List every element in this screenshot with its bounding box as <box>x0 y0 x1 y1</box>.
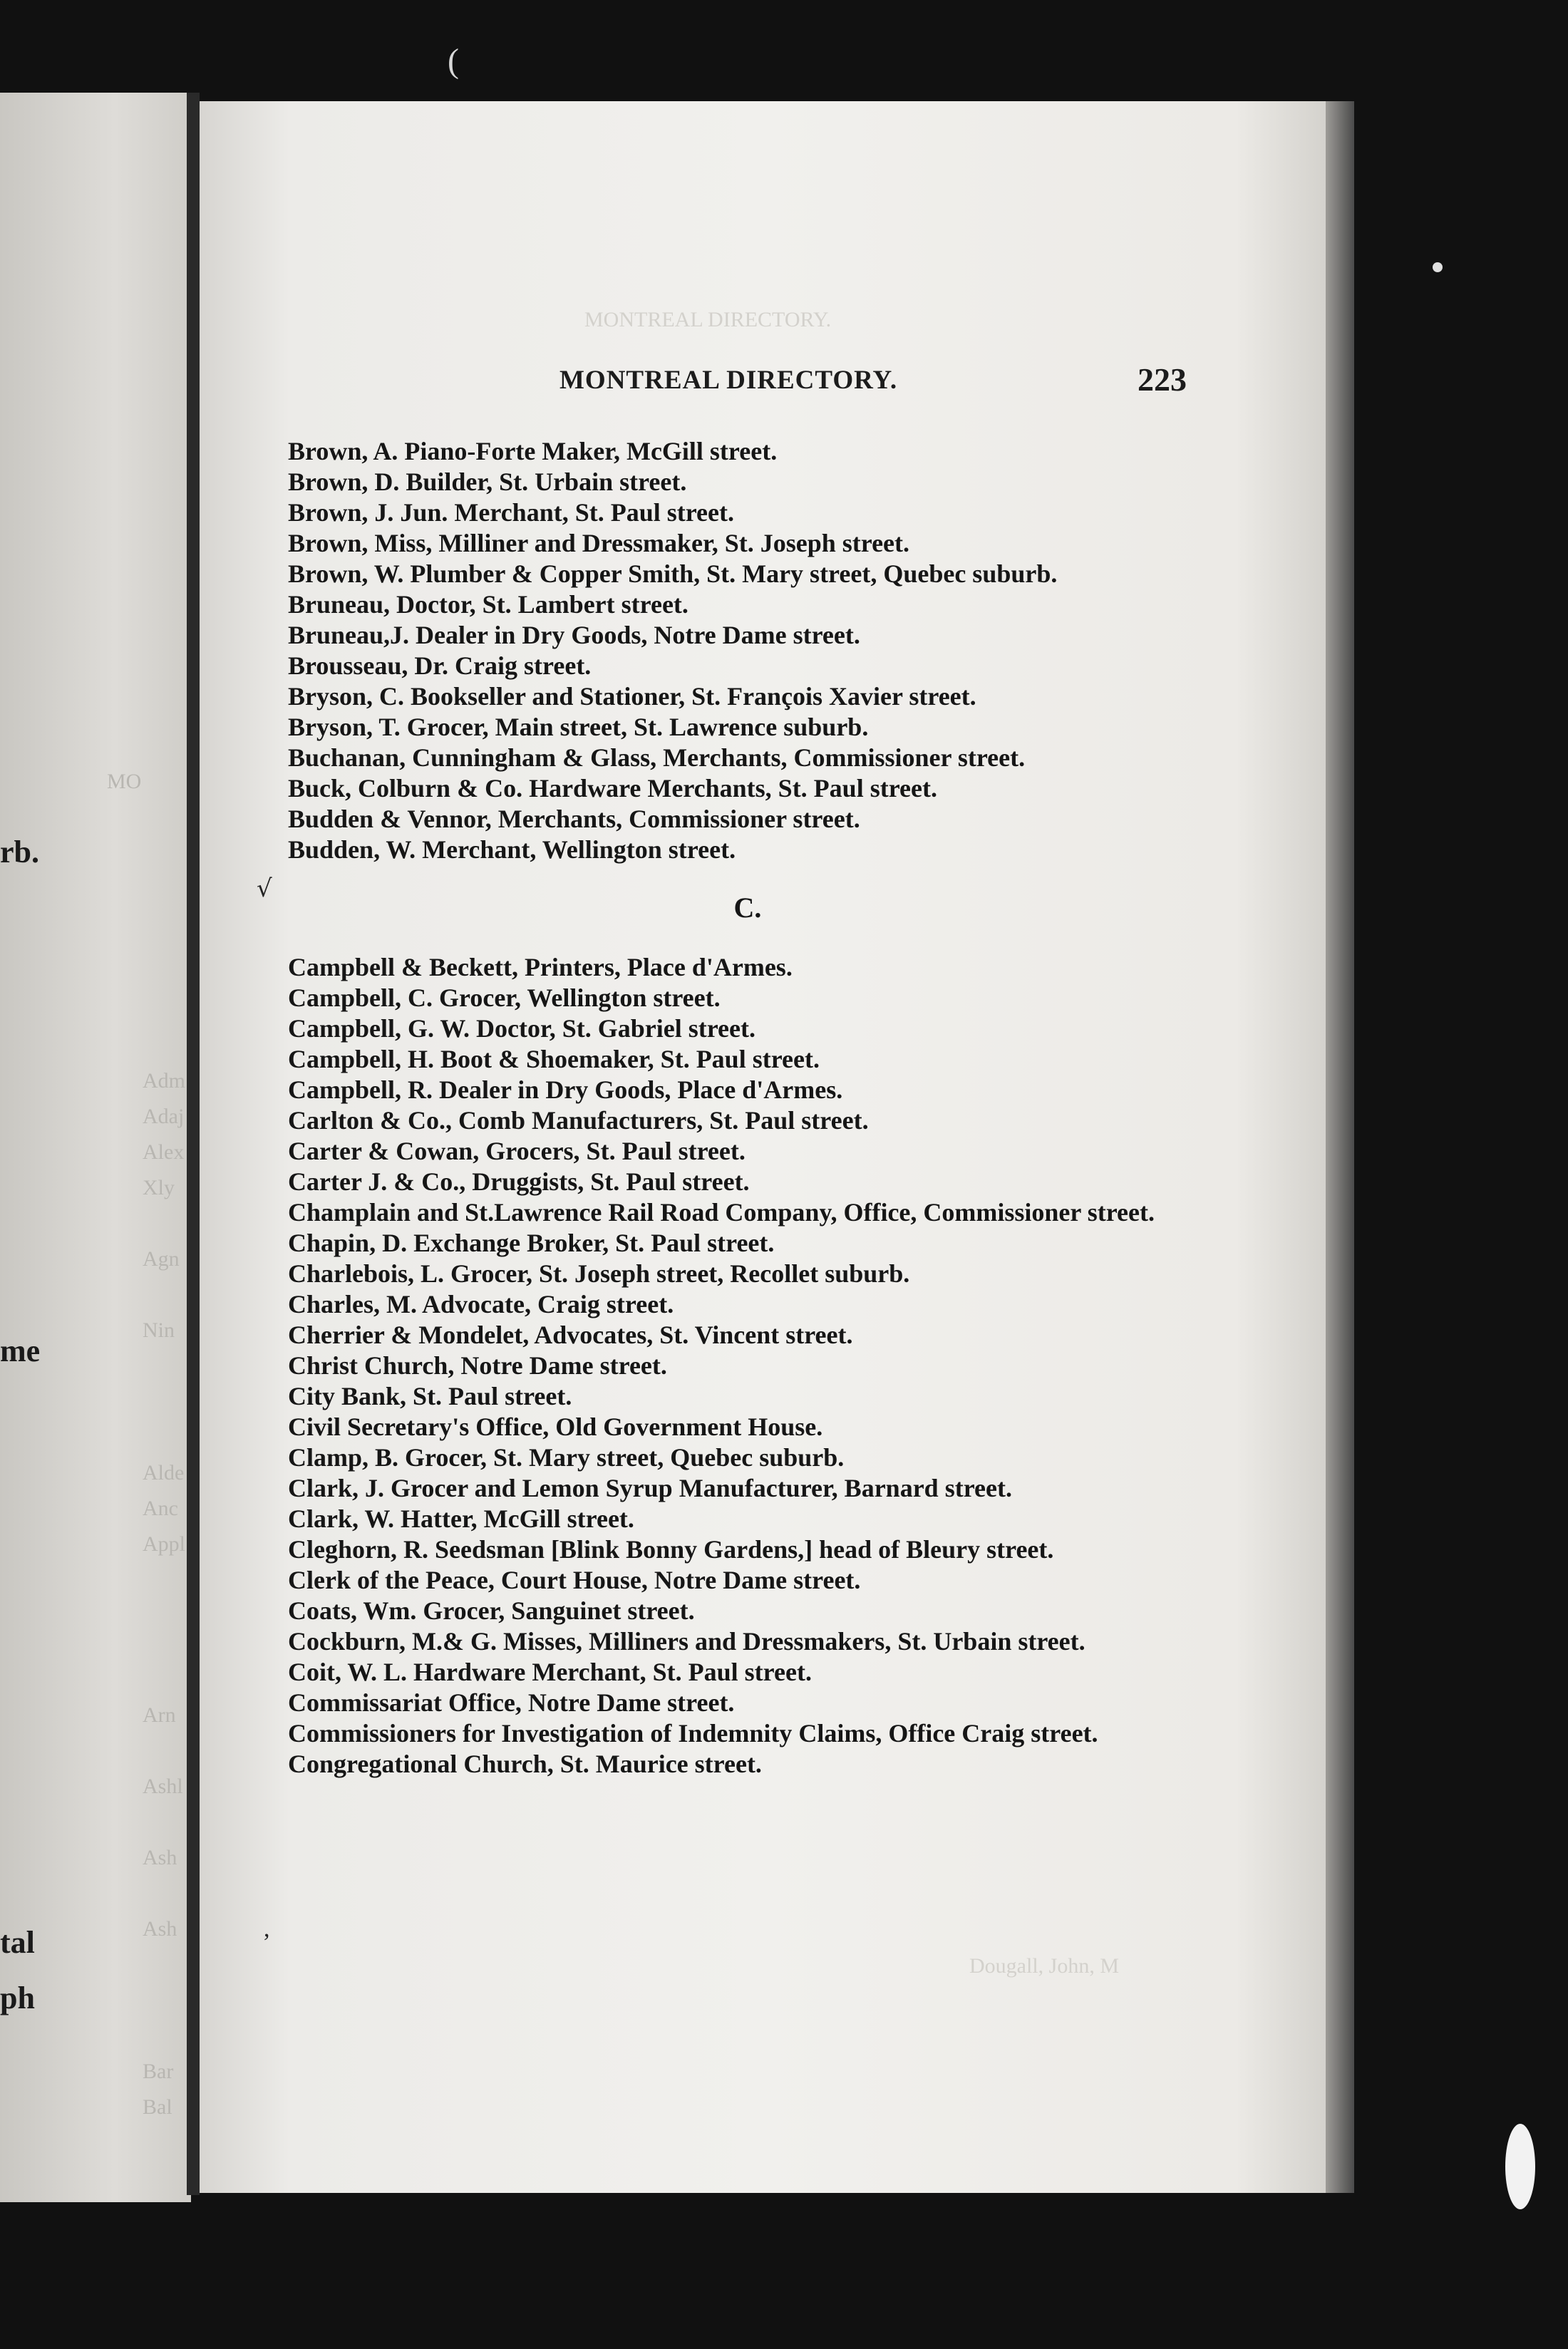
directory-page: MONTREAL DIRECTORY. Dougall, John, M <box>200 101 1326 2193</box>
directory-entry: Campbell, G. W. Doctor, St. Gabriel street. <box>288 1014 755 1043</box>
book-gutter <box>187 93 200 2195</box>
left-page-fragment: me <box>0 1333 41 1368</box>
directory-entry: Carter J. & Co., Druggists, St. Paul street. <box>288 1167 750 1196</box>
directory-entry: Cockburn, M.& G. Misses, Milliners and Dressmakers, St. Urbain street. <box>288 1627 1085 1656</box>
directory-entry: Campbell, H. Boot & Shoemaker, St. Paul street. <box>288 1045 820 1073</box>
directory-entry: Buck, Colburn & Co. Hardware Merchants, St. Paul street. <box>288 774 937 802</box>
directory-entry: Bryson, T. Grocer, Main street, St. Lawrence suburb. <box>288 713 869 741</box>
directory-entries <box>288 436 1207 1780</box>
running-head: MONTREAL DIRECTORY. <box>559 366 898 395</box>
scan-artifact-blot <box>1505 2124 1535 2209</box>
directory-entry: Christ Church, Notre Dame street. <box>288 1351 667 1380</box>
directory-entry: Clark, W. Hatter, McGill street. <box>288 1504 634 1533</box>
directory-entry: Charles, M. Advocate, Craig street. <box>288 1290 674 1318</box>
directory-entry: Carlton & Co., Comb Manufacturers, St. Paul street. <box>288 1106 869 1135</box>
directory-entry: Coats, Wm. Grocer, Sanguinet street. <box>288 1596 695 1625</box>
directory-entry: Cleghorn, R. Seedsman [Blink Bonny Gardens,] head of Bleury street. <box>288 1535 1054 1564</box>
directory-entry: Clamp, B. Grocer, St. Mary street, Quebec suburb. <box>288 1443 845 1472</box>
directory-entry: Clerk of the Peace, Court House, Notre Dame street. <box>288 1566 861 1594</box>
directory-entry: Campbell, R. Dealer in Dry Goods, Place d'Armes. <box>288 1075 843 1104</box>
margin-check-mark: √ <box>257 874 272 903</box>
directory-entry: Commissariat Office, Notre Dame street. <box>288 1688 735 1717</box>
directory-entry: Brousseau, Dr. Craig street. <box>288 651 592 680</box>
directory-entry: Carter & Cowan, Grocers, St. Paul street. <box>288 1137 746 1165</box>
directory-entry: Bruneau,J. Dealer in Dry Goods, Notre Dame street. <box>288 621 860 649</box>
directory-entry: City Bank, St. Paul street. <box>288 1382 572 1410</box>
directory-entry: Champlain and St.Lawrence Rail Road Company, Office, Commissioner street. <box>288 1198 1155 1227</box>
directory-entry: Clark, J. Grocer and Lemon Syrup Manufacturer, Barnard street. <box>288 1474 1012 1502</box>
directory-entry: Brown, W. Plumber & Copper Smith, St. Mary street, Quebec suburb. <box>288 559 1058 588</box>
left-facing-page: MO Adm Adaj Alex Xly Agn Nin Alde Anc Appl Arn Ashl Ash Ash Bar Bal rb. me tal ph <box>0 93 191 2202</box>
directory-entry: Commissioners for Investigation of Indemnity Claims, Office Craig street. <box>288 1719 1098 1747</box>
page-number: 223 <box>1138 361 1187 398</box>
directory-entry: Bryson, C. Bookseller and Stationer, St. François Xavier street. <box>288 682 976 711</box>
left-page-fragment: rb. <box>0 835 39 869</box>
directory-entry: Brown, D. Builder, St. Urbain street. <box>288 468 687 496</box>
directory-entry: Campbell, C. Grocer, Wellington street. <box>288 984 721 1012</box>
scan-artifact-dot <box>1433 262 1443 272</box>
directory-entry: Bruneau, Doctor, St. Lambert street. <box>288 590 688 619</box>
directory-entry: Civil Secretary's Office, Old Government House. <box>288 1413 823 1441</box>
directory-entry: Campbell & Beckett, Printers, Place d'Armes. <box>288 953 793 981</box>
directory-entry: Brown, A. Piano-Forte Maker, McGill street. <box>288 437 778 465</box>
directory-entry: Chapin, D. Exchange Broker, St. Paul street. <box>288 1229 775 1257</box>
scan-artifact-mark: ( <box>448 42 459 80</box>
directory-entry: Budden & Vennor, Merchants, Commissioner street. <box>288 805 860 833</box>
page-edge-shadow <box>1326 101 1354 2193</box>
margin-tick-mark: , <box>264 1916 270 1942</box>
directory-entry: Buchanan, Cunningham & Glass, Merchants, Commissioner street. <box>288 743 1026 772</box>
section-letter: C. <box>733 892 762 924</box>
directory-entry: Budden, W. Merchant, Wellington street. <box>288 835 736 864</box>
directory-entry: Charlebois, L. Grocer, St. Joseph street, Recollet suburb. <box>288 1259 910 1288</box>
left-page-fragment: ph <box>0 1981 35 2015</box>
directory-entry: Coit, W. L. Hardware Merchant, St. Paul street. <box>288 1658 812 1686</box>
directory-entry: Brown, J. Jun. Merchant, St. Paul street. <box>288 498 734 527</box>
directory-entry: Cherrier & Mondelet, Advocates, St. Vincent street. <box>288 1321 853 1349</box>
directory-entry: Brown, Miss, Milliner and Dressmaker, St. Joseph street. <box>288 529 910 557</box>
left-page-fragment: tal <box>0 1925 35 1960</box>
directory-entry: Congregational Church, St. Maurice street. <box>288 1750 762 1778</box>
